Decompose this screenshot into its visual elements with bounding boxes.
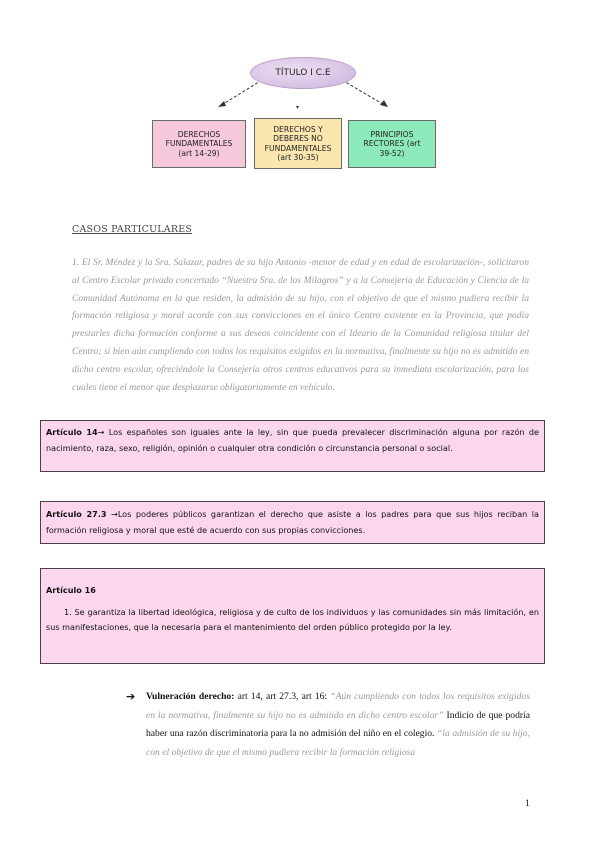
vulneracion-quote-1: “Aún cumpliendo con todos los requisitos exigidos en la normativa, finalmente su hijo no es admitido en dicho centro escolar” xyxy=(146,691,530,721)
page-number: 1 xyxy=(525,798,530,809)
article-14-box xyxy=(40,420,545,472)
vulneracion-middle: Indicio de que podría haber una razón discriminatoria para la no admisión del niño en el colegio. xyxy=(146,709,530,740)
vulneracion-text xyxy=(146,688,530,762)
vulneracion-label: Vulneración derecho: xyxy=(146,691,235,702)
article-27-3-box xyxy=(40,501,545,544)
diagram-title-node: TÍTULO I C.E xyxy=(250,57,356,89)
case-paragraph: 1. El Sr. Méndez y la Sra. Salazar, padres de su hijo Antonio -menor de edad y en edad de escolarización-, solicitaron al Centro Escolar privado concertado “Nuestra Sra. de los Milagros” y a la Consejería de Educación y Ciencia de la Comunidad Autónoma en la que residen, la admisión de su hijo, con el objetivo de que el mismo pudiera recibir la formación religiosa y moral acorde con sus convicciones en el único Centro existente en la Provincia, que podía prestarles dicha formación conforme a sus deseos coincidente con el Ideario de la Comunidad religiosa titular del Centro; si bien aún cumpliendo con todos los requisitos exigidos en la normativa, finalmente su hijo no es admitido en dicho centro escolar, ofreciéndole la Consejería otros centros educativos para su inmediata escolarización, para los cuales tiene el menor que desplazarse obligatoriamente en vehículo. xyxy=(72,257,529,393)
article-27-3-text: Los poderes públicos garantizan el derecho que asiste a los padres para que sus hijos reciban la formación religiosa y moral que esté de acuerdo con sus propias convicciones. xyxy=(46,509,539,535)
article-27-3-arrow: → xyxy=(106,509,118,519)
box-line: DEBERES NO xyxy=(273,134,323,143)
diagram-mid-marker: ▾ xyxy=(296,104,300,111)
article-14-arrow: → xyxy=(97,427,105,437)
diagram-connectors xyxy=(0,0,600,200)
article-16-box xyxy=(40,568,545,664)
diagram-box-derechos-fundamentales xyxy=(152,120,246,168)
vulneracion-quote-2: “la admisión de su hijo, con el objetivo de que el mismo pudiera recibir la formación religiosa xyxy=(146,728,530,758)
section-heading: CASOS PARTICULARES xyxy=(72,224,193,235)
box-line: 39-52) xyxy=(379,148,405,158)
article-16-label: Artículo 16 xyxy=(46,585,96,595)
box-line: FUNDAMENTALES xyxy=(165,139,233,149)
box-line: RECTORES (art xyxy=(363,139,421,149)
box-line: (art 30-35) xyxy=(277,153,319,162)
diagram-box-derechos-deberes xyxy=(254,118,342,169)
diagram-box-principios-rectores xyxy=(348,120,436,168)
box-line: PRINCIPIOS xyxy=(370,129,414,139)
arrow-bullet-icon: ➔ xyxy=(126,690,136,703)
article-16-text: 1. Se garantiza la libertad ideológica, religiosa y de culto de los individuos y las comunidades sin más limitación, en sus manifestaciones, que la necesaria para el mantenimiento del orden público protegido por la ley. xyxy=(46,606,539,632)
box-line: DERECHOS xyxy=(177,129,221,139)
article-14-label: Artículo 14 xyxy=(46,427,98,437)
vulneracion-refs: art 14, art 27.3, art 16: xyxy=(234,691,331,702)
article-27-3-label: Artículo 27.3 xyxy=(46,509,107,519)
box-line: DERECHOS Y xyxy=(273,124,323,134)
box-line: (art 14-29) xyxy=(178,148,220,158)
article-14-text: Los españoles son iguales ante la ley, sin que pueda prevalecer discriminación alguna por razón de nacimiento, raza, sexo, religión, opinión o cualquier otra condición o circunstancia personal o social. xyxy=(46,427,539,453)
box-line: FUNDAMENTALES xyxy=(264,143,332,153)
